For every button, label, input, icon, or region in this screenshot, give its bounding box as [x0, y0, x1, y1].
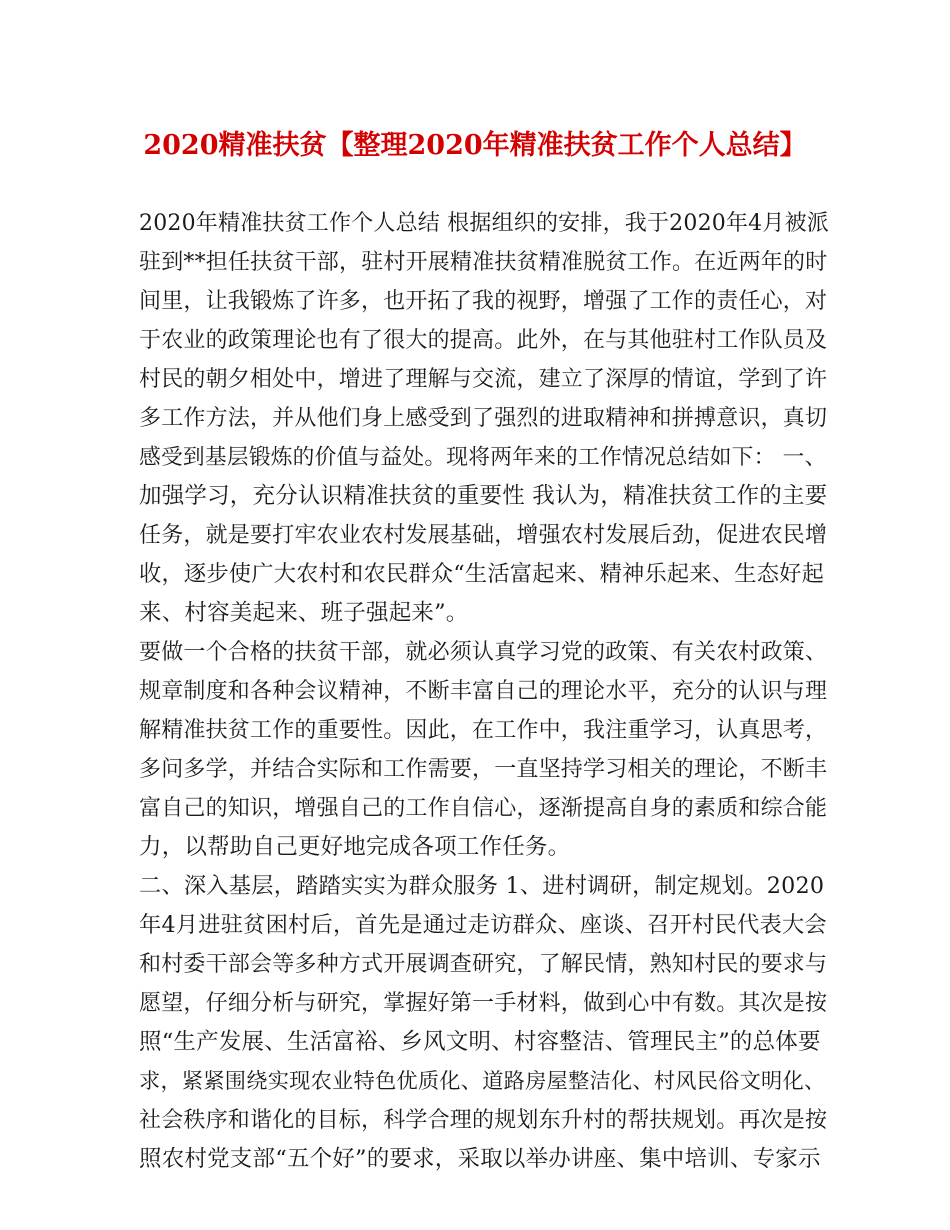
body-line: 年4月进驻贫困村后，首先是通过走访群众、座谈、召开村民代表大会: [139, 912, 827, 938]
body-line: 任务，就是要打牢农业农村发展基础，增强农村发展后劲，促进农民增: [139, 523, 828, 548]
body-line: 要做一个合格的扶贫干部，就必须认真学习党的政策、有关农村政策、: [139, 640, 828, 665]
body-line: 加强学习，充分认识精准扶贫的重要性 我认为，精准扶贫工作的主要: [139, 483, 828, 509]
body-line: 村民的朝夕相处中，增进了理解与交流，建立了深厚的情谊，学到了许: [139, 367, 828, 392]
body-line: 照“生产发展、生活富裕、乡风文明、村容整洁、管理民主”的总体要: [139, 1029, 821, 1055]
body-line: 二、深入基层，踏踏实实为群众服务 1、进村调研，制定规划。2020: [139, 873, 825, 899]
document-title: 2020精准扶贫【整理2020年精准扶贫工作个人总结】: [143, 130, 807, 161]
body-line: 愿望，仔细分析与研究，掌握好第一手材料，做到心中有数。其次是按: [139, 991, 828, 1016]
body-line: 2020年精准扶贫工作个人总结 根据组织的安排，我于2020年4月被派: [139, 211, 829, 236]
body-line: 和村委干部会等多种方式开展调查研究，了解民情，熟知村民的要求与: [139, 952, 828, 977]
body-line: 收，逐步使广大农村和农民群众“生活富起来、精神乐起来、生态好起: [139, 561, 825, 587]
body-line: 多问多学，并结合实际和工作需要，一直坚持学习相关的理论，不断丰: [139, 757, 828, 782]
body-line: 驻到**担任扶贫干部，驻村开展精准扶贫精准脱贫工作。在近两年的时: [139, 250, 828, 275]
body-line: 感受到基层锻炼的价值与益处。现将两年来的工作情况总结如下： 一、: [139, 445, 827, 470]
body-line: 规章制度和各种会议精神，不断丰富自己的理论水平，充分的认识与理: [139, 679, 828, 704]
body-line: 富自己的知识，增强自己的工作自信心，逐渐提高自身的素质和综合能: [139, 796, 828, 821]
body-line: 来、村容美起来、班子强起来”。: [139, 600, 469, 626]
body-line: 社会秩序和谐化的目标，科学合理的规划东升村的帮扶规划。再次是按: [139, 1108, 828, 1133]
body-line: 间里，让我锻炼了许多，也开拓了我的视野，增强了工作的责任心，对: [139, 289, 828, 314]
body-line: 于农业的政策理论也有了很大的提高。此外，在与其他驻村工作队员及: [139, 328, 828, 353]
body-line: 力，以帮助自己更好地完成各项工作任务。: [139, 834, 571, 860]
document-body: [139, 204, 829, 1179]
body-line: 多工作方法，并从他们身上感受到了强烈的进取精神和拼搏意识，真切: [139, 406, 828, 431]
body-line: 解精准扶贫工作的重要性。因此，在工作中，我注重学习，认真思考，: [139, 718, 828, 743]
body-line: 求，紧紧围绕实现农业特色优质化、道路房屋整洁化、村风民俗文明化、: [139, 1069, 826, 1094]
body-line: 照农村党支部“五个好”的要求，采取以举办讲座、集中培训、专家示: [139, 1146, 821, 1172]
